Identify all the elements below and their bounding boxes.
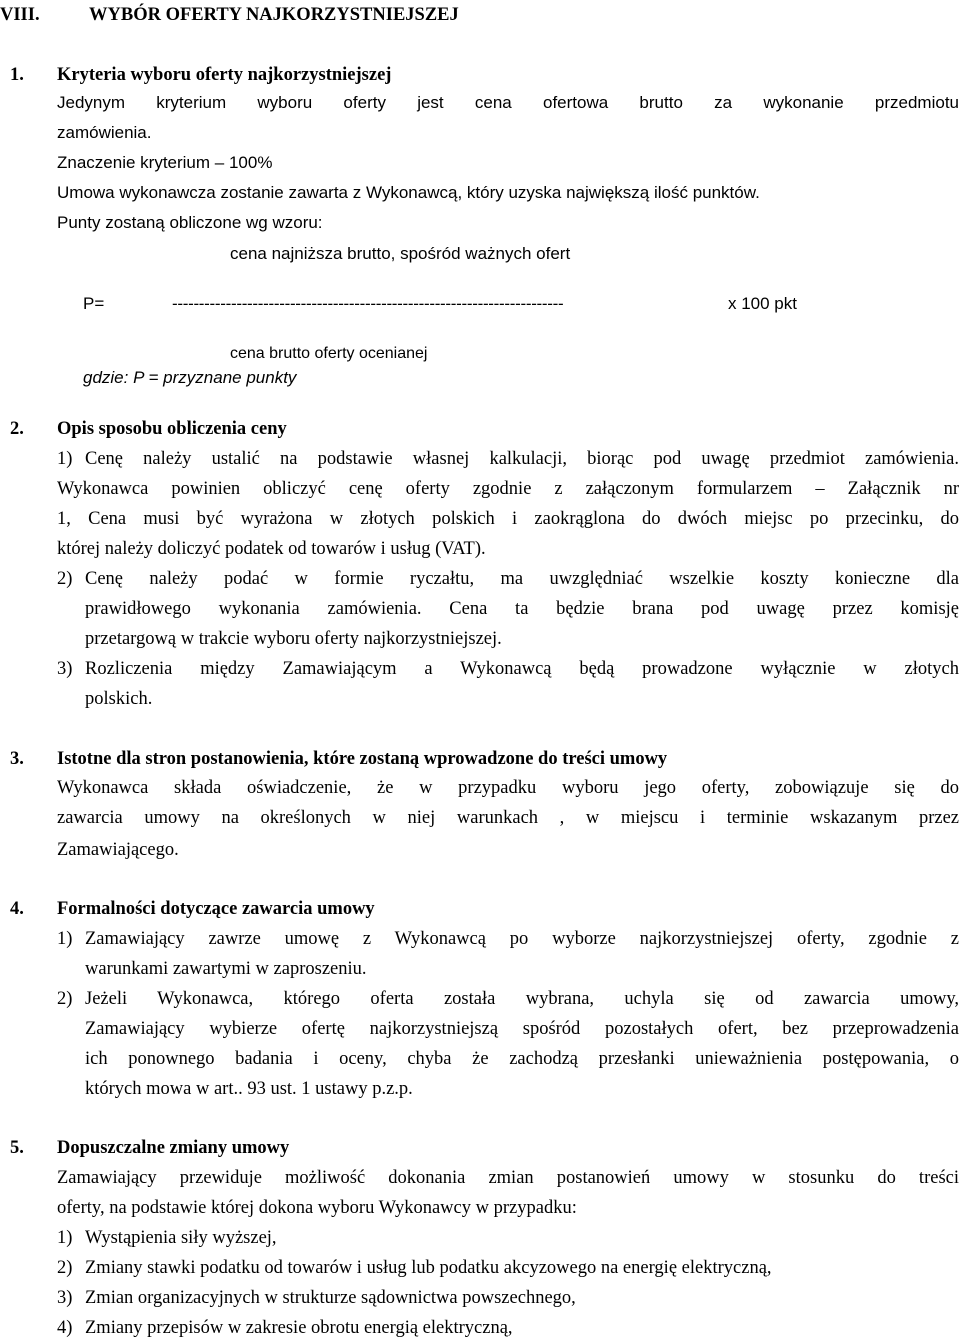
list-item-line: których mowa w art.. 93 ust. 1 ustawy p.z.p. [85,1079,413,1099]
section-title: Dopuszczalne zmiany umowy [57,1138,290,1158]
section-number: 5. [10,1138,24,1158]
paragraph-line: zamówienia. [57,123,152,142]
list-number: 2) [57,989,73,1009]
list-item-line: polskich. [85,689,153,709]
formula-numerator: cena najniższa brutto, spośród ważnych ofert [230,244,571,263]
formula-denominator: cena brutto oferty ocenianej [230,345,428,362]
section-title: Kryteria wyboru oferty najkorzystniejszej [57,65,392,85]
paragraph-line: Jedynym kryterium wyboru oferty jest cena ofertowa brutto za wykonanie przedmiotu [57,93,959,112]
list-number: 1) [57,1228,73,1248]
list-item-line: przetargową w trakcie wyboru oferty najkorzystniejszej. [85,629,502,649]
section-numeral: VIII. [0,5,40,25]
paragraph-line: Umowa wykonawcza zostanie zawarta z Wykonawcą, który uzyska największą ilość punktów. [57,183,760,202]
paragraph-line: Punty zostaną obliczone wg wzoru: [57,213,323,232]
list-item-line: Wykonawca powinien obliczyć cenę oferty zgodnie z załączonym formularzem – Załącznik nr [57,479,959,499]
paragraph-line: Znaczenie kryterium – 100% [57,153,273,172]
list-item: Zmiany przepisów w zakresie obrotu energią elektryczną, [85,1318,513,1338]
section-title: Istotne dla stron postanowienia, które zostaną wprowadzone do treści umowy [57,749,668,769]
list-item: Zmiany stawki podatku od towarów i usług lub podatku akcyzowego na energię elektryczną, [85,1258,772,1278]
section-number: 4. [10,899,24,919]
section-number: 3. [10,749,24,769]
list-item-line: 1, Cena musi być wyrażona w złotych polskich i zaokrąglona do dwóch miejsc po przecinku, do [57,509,959,529]
list-item-line: której należy doliczyć podatek od towarów i usług (VAT). [57,539,486,559]
paragraph-line: Zamawiającego. [57,840,179,860]
list-number: 3) [57,659,73,679]
list-item-line: Zamawiający wybierze ofertę najkorzystniejszą spośród pozostałych ofert, bez przeprowadzenia [85,1019,959,1039]
list-item-line: prawidłowego wykonania zamówienia. Cena ta będzie brana pod uwagę przez komisję [85,599,959,619]
formula-multiplier: x 100 pkt [728,294,797,313]
section-number: 1. [10,65,24,85]
list-item-line: Zamawiający zawrze umowę z Wykonawcą po wyborze najkorzystniejszej oferty, zgodnie z [85,929,959,949]
formula-lhs: P= [83,294,105,313]
formula-legend: gdzie: P = przyznane punkty [83,368,297,387]
list-item-line: Cenę należy ustalić na podstawie własnej kalkulacji, biorąc pod uwagę przedmiot zamówienia. [85,449,959,469]
list-item-line: ich ponownego badania i oceny, chyba że zachodzą przesłanki unieważnienia postępowania, o [85,1049,959,1069]
list-item: Zmian organizacyjnych w strukturze sądownictwa powszechnego, [85,1288,576,1308]
list-item-line: warunkami zawartymi w zaproszeniu. [85,959,367,979]
paragraph-line: oferty, na podstawie której dokona wyboru Wykonawcy w przypadku: [57,1198,577,1218]
list-number: 1) [57,929,73,949]
list-number: 3) [57,1288,73,1308]
paragraph-line: Zamawiający przewiduje możliwość dokonania zmian postanowień umowy w stosunku do treści [57,1168,959,1188]
formula-fraction-bar: ------------------------------------------------------------------------- [172,294,564,313]
list-item: Wystąpienia siły wyższej, [85,1228,277,1248]
page-title: WYBÓR OFERTY NAJKORZYSTNIEJSZEJ [89,5,459,25]
section-title: Opis sposobu obliczenia ceny [57,419,287,439]
list-item-line: Rozliczenia między Zamawiającym a Wykonawcą będą prowadzone wyłącznie w złotych [85,659,959,679]
list-number: 1) [57,449,73,469]
list-item-line: Jeżeli Wykonawca, którego oferta została wybrana, uchyla się od zawarcia umowy, [85,989,959,1009]
list-number: 2) [57,1258,73,1278]
paragraph-line: Wykonawca składa oświadczenie, że w przypadku wyboru jego oferty, zobowiązuje się do [57,778,959,798]
list-item-line: Cenę należy podać w formie ryczałtu, ma uwzględniać wszelkie koszty konieczne dla [85,569,959,589]
section-title: Formalności dotyczące zawarcia umowy [57,899,375,919]
section-number: 2. [10,419,24,439]
list-number: 2) [57,569,73,589]
list-number: 4) [57,1318,73,1338]
paragraph-line: zawarcia umowy na określonych w niej warunkach , w miejscu i terminie wskazanym przez [57,808,959,828]
